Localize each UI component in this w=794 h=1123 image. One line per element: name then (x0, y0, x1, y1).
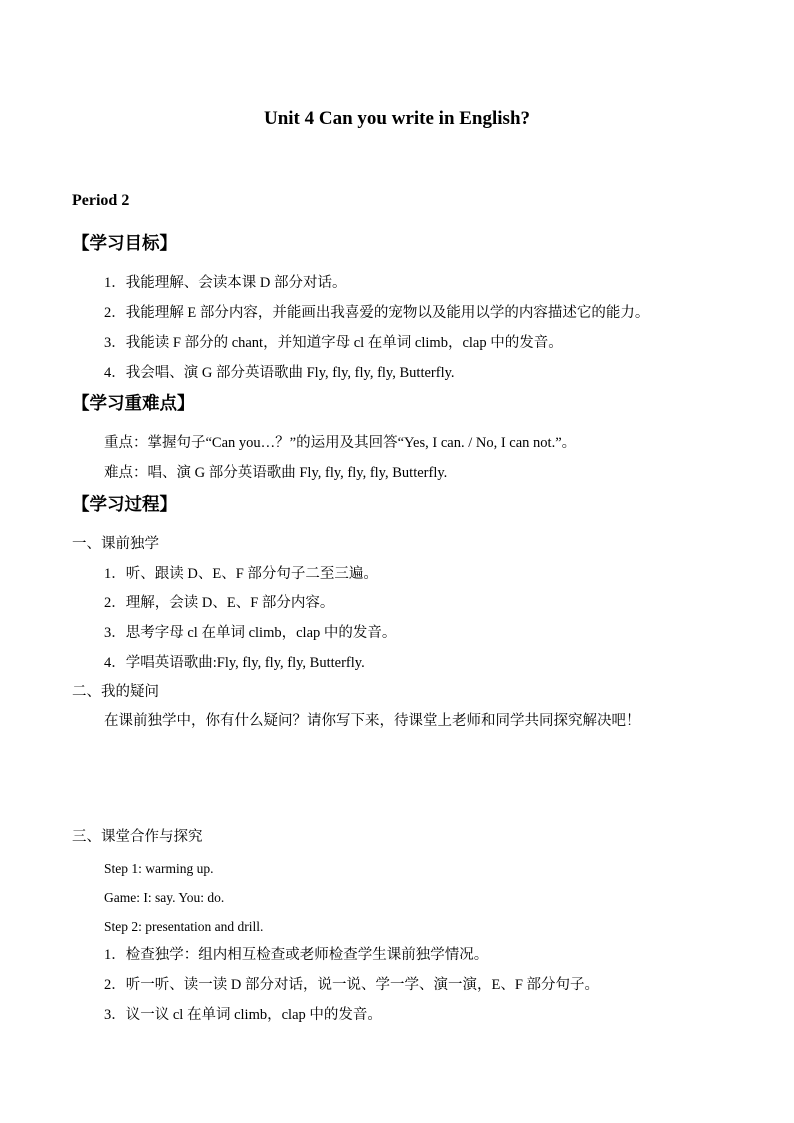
part1-item: 3．思考字母 cl 在单词 climb，clap 中的发音。 (104, 625, 397, 641)
part3-item: 2．听一听、读一读 D 部分对话，说一说、学一学、演一演，E、F 部分句子。 (104, 977, 600, 993)
part3-title: 三、课堂合作与探究 (72, 829, 203, 845)
objective-item: 4．我会唱、演 G 部分英语歌曲 Fly, fly, fly, fly, Butterfly. (104, 365, 455, 381)
part3-item: 3．议一议 cl 在单词 climb，clap 中的发音。 (104, 1007, 382, 1023)
part2-text: 在课前独学中，你有什么疑问？请你写下来，待课堂上老师和同学共同探究解决吧！ (104, 713, 641, 729)
objective-item: 1．我能理解、会读本课 D 部分对话。 (104, 275, 347, 291)
part2-title: 二、我的疑问 (72, 684, 159, 700)
key-points-heading: 【学习重难点】 (72, 394, 195, 414)
difficulty-item: 难点：唱、演 G 部分英语歌曲 Fly, fly, fly, fly, Butterfly. (104, 465, 448, 481)
document-title: Unit 4 Can you write in English? (263, 108, 531, 129)
process-heading: 【学习过程】 (72, 495, 177, 515)
objectives-heading: 【学习目标】 (72, 234, 177, 254)
part1-item: 2．理解，会读 D、E、F 部分内容。 (104, 595, 335, 611)
objective-item: 3．我能读 F 部分的 chant，并知道字母 cl 在单词 climb，clap 中的发音。 (104, 335, 563, 351)
part1-title: 一、课前独学 (72, 536, 159, 552)
step1-label: Step 1: warming up. (104, 861, 214, 876)
objective-item: 2．我能理解 E 部分内容，并能画出我喜爱的宠物以及能用以学的内容描述它的能力。 (104, 305, 650, 321)
step2-label: Step 2: presentation and drill. (104, 919, 264, 934)
part3-item: 1．检查独学：组内相互检查或老师检查学生课前独学情况。 (104, 947, 489, 963)
key-point-item: 重点：掌握句子“Can you…？”的运用及其回答“Yes, I can. / No, I can not.”。 (104, 435, 577, 451)
part1-item: 4．学唱英语歌曲:Fly, fly, fly, fly, Butterfly. (104, 655, 365, 671)
game-label: Game: I: say. You: do. (104, 890, 225, 905)
part1-item: 1．听、跟读 D、E、F 部分句子二至三遍。 (104, 566, 378, 582)
period-label: Period 2 (72, 192, 130, 209)
